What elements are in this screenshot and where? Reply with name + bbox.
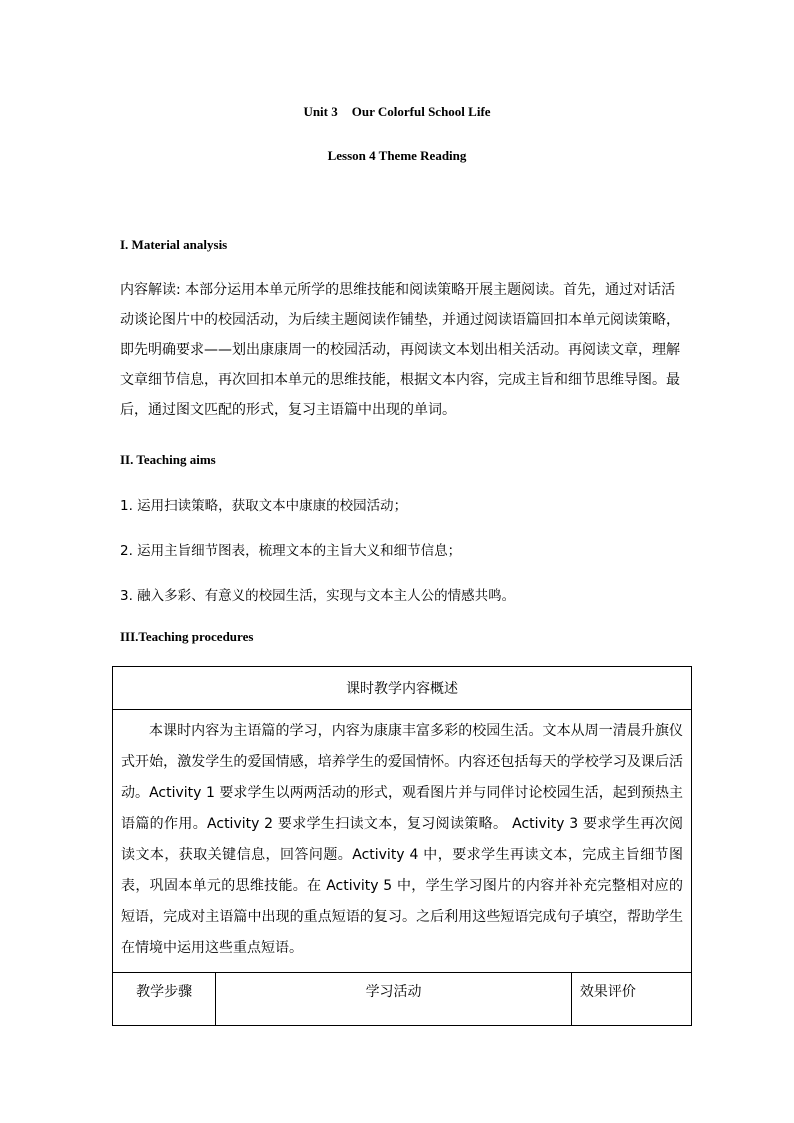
teaching-aim-item: 3. 融入多彩、有意义的校园生活，实现与文本主人公的情感共鸣。 [120,588,516,604]
unit-number: Unit 3 [303,104,338,119]
overview-header-row [113,667,692,710]
column-header-row [113,973,692,1026]
unit-title [0,104,794,120]
lesson-title: Lesson 4 Theme Reading [327,148,467,163]
material-analysis-text: 内容解读: 本部分运用本单元所学的思维技能和阅读策略开展主题阅读。首先，通过对话活动谈论图片中的校园活动，为后续主题阅读作铺垫，并通过阅读语篇回扣本单元阅读策略，即先明确要求——划出康康周一的校园活动，再阅读文本划出相关活动。再阅读文章，理解文章细节信息，再次回扣本单元的思维技能，根据文本内容，完成主旨和细节思维导图。最后，通过图文匹配的形式，复习主语篇中出现的单词。 [120,282,680,418]
overview-text-cell: 本课时内容为主语篇的学习，内容为康康丰富多彩的校园生活。文本从周一清晨升旗仪式开始，激发学生的爱国情感，培养学生的爱国情怀。内容还包括每天的学校学习及课后活动。Activity 1 要求学生以两两活动的形式，观看图片并与同伴讨论校园生活，起到预热主语篇的作用。Activity 2 要求学生扫读文本，复习阅读策略。 Activity 3 要求学生再次阅读文本，获取关键信息，回答问题。Activity 4 中，要求学生再读文本，完成主旨细节图表，巩固本单元的思维技能。在 Activity 5 中，学生学习图片的内容并补充完整相对应的短语，完成对主语篇中出现的重点短语的复习。之后利用这些短语完成句子填空，帮助学生在情境中运用这些重点短语。 [113,710,692,973]
column-header-activities: 学习活动 [216,973,572,1026]
overview-title-cell: 课时教学内容概述 [113,667,692,710]
teaching-procedures-heading: III.Teaching procedures [120,629,254,644]
column-header-evaluation: 效果评价 [571,973,691,1026]
procedures-table [112,666,692,1026]
teaching-aim-item: 2. 运用主旨细节图表，梳理文本的主旨大义和细节信息； [120,543,462,559]
unit-name: Our Colorful School Life [351,104,491,119]
teaching-aims-heading: II. Teaching aims [120,452,216,467]
column-header-steps: 教学步骤 [113,973,216,1026]
overview-body-row [113,710,692,973]
material-analysis-heading: I. Material analysis [120,237,228,252]
teaching-aim-item: 1. 运用扫读策略，获取文本中康康的校园活动； [120,498,408,514]
